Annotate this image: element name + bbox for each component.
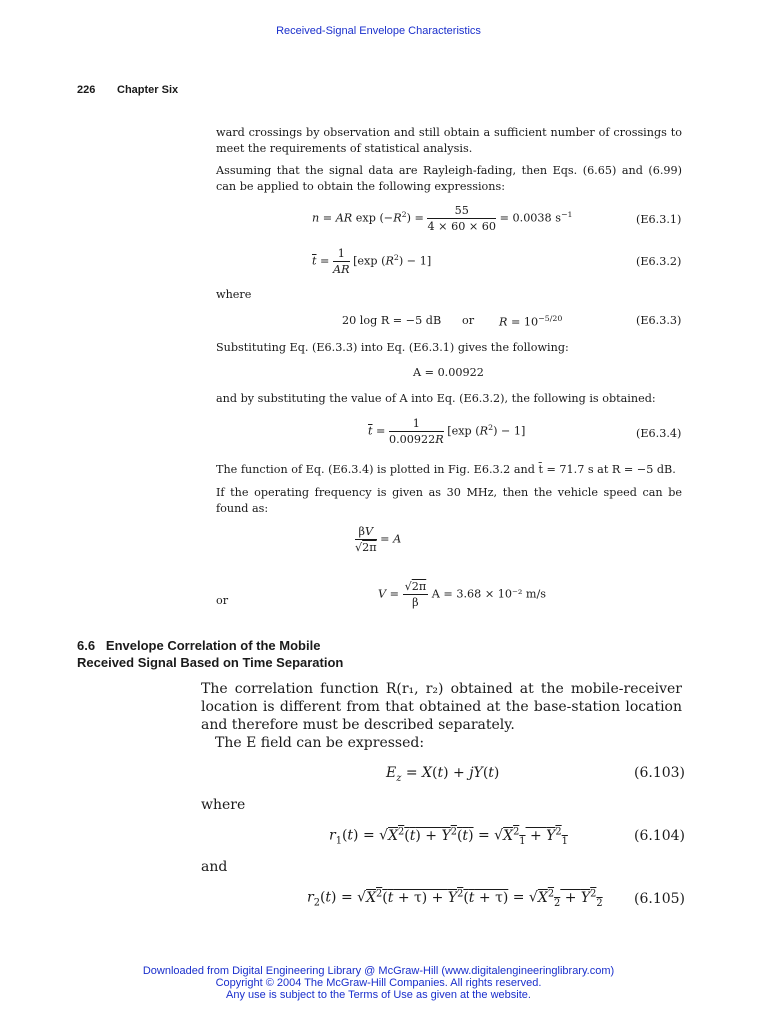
equation-label-6103: (6.103) — [634, 765, 686, 781]
equation-e633-or: or — [462, 314, 475, 327]
and-label: and — [201, 859, 228, 875]
paragraph-rayleigh: Assuming that the signal data are Rayleigh-fading, then Eqs. (6.65) and (6.99) can be applied to obtain the following expressions: — [216, 164, 682, 193]
equation-v-speed: V = $\frac{√2\pi}{\beta}$ A = 3.68 × 10⁻² m/s — [378, 580, 547, 609]
paragraph-crossings: ward crossings by observation and still obtain a sufficient number of crossings to meet the requirements of statistical analysis. — [216, 126, 682, 155]
page-number: 226 — [77, 84, 96, 96]
paragraph-plotted: The function of Eq. (E6.3.4) is plotted in Fig. E6.3.2 and t̄ = 71.7 s at R = −5 dB. — [216, 463, 676, 476]
equation-label-e632: (E6.3.2) — [636, 255, 682, 268]
equation-6103: $E_z = X(t) + jY(t)$ — [386, 765, 500, 784]
equation-e634: $\overline{t}$ = $\frac{1}{0.00922R}$ [exp $(R^2) - 1$] — [368, 417, 526, 446]
section-title-line2: Received Signal Based on Time Separation — [77, 655, 344, 670]
running-title: Received-Signal Envelope Characteristics — [276, 25, 481, 37]
equation-e632: $\overline{t}$ = $\frac{1}{AR}$ [exp $(R^2) - 1$] — [312, 247, 432, 276]
equation-label-e634: (E6.3.4) — [636, 427, 682, 440]
where-label-2: where — [201, 797, 246, 813]
section-title-line1: Envelope Correlation of the Mobile — [105, 638, 321, 653]
or-label: or — [216, 594, 229, 607]
equation-label-6104: (6.104) — [634, 828, 686, 844]
equation-label-e633: (E6.3.3) — [636, 314, 682, 327]
footer-copyright: Copyright © 2004 The McGraw-Hill Companies. All rights reserved. — [215, 977, 542, 989]
equation-e633-right: $R = 10^{-5/20}$ — [499, 314, 563, 329]
equation-e633-left: 20 log R = −5 dB — [342, 314, 442, 327]
section-heading — [77, 637, 343, 671]
paragraph-substituting: Substituting Eq. (E6.3.3) into Eq. (E6.3.1) gives the following: — [216, 341, 569, 354]
footer-download-link[interactable]: Downloaded from Digital Engineering Library @ McGraw-Hill (www.digitalengineeringlibrary.com) — [142, 965, 615, 977]
footer-terms[interactable]: Any use is subject to the Terms of Use as given at the website. — [226, 989, 531, 1001]
equation-label-6105: (6.105) — [634, 891, 686, 907]
paragraph-frequency: If the operating frequency is given as 30 MHz, then the vehicle speed can be found as: — [216, 486, 682, 515]
equation-label-e631: (E6.3.1) — [636, 213, 682, 226]
a-value: A = 0.00922 — [413, 366, 484, 379]
equation-6104: $r_1(t) = √X^2(t) + Y^2(t) = √X^2_1 + Y^2_1$ — [329, 826, 568, 847]
paragraph-value-of-a: and by substituting the value of A into Eq. (E6.3.2), the following is obtained: — [216, 392, 656, 405]
where-label: where — [216, 288, 252, 301]
equation-v-result: A = 3.68 × 10⁻² m/s — [431, 587, 547, 601]
equation-beta-v: $\frac{\beta V}{√2\pi}$ = A — [355, 525, 402, 554]
section-number: 6.6 — [77, 638, 96, 653]
equation-6105: $r_2(t) = √X^2(t + \tau) + Y^2(t + \tau) = √X^2_2 + Y^2_2$ — [307, 888, 603, 909]
paragraph-correlation: The correlation function R(r₁, r₂) obtained at the mobile-receiver location is different from that obtained at the base-station location and therefore must be described separately. — [201, 681, 682, 733]
chapter-label: Chapter Six — [117, 84, 179, 96]
equation-e631: n = AR $\exp (-R^2)$ = $\frac{55}{4 \times 60 \times 60}$ = 0.0038 $s^{-1}$ — [312, 204, 573, 233]
paragraph-e-field: The E field can be expressed: — [215, 735, 425, 751]
